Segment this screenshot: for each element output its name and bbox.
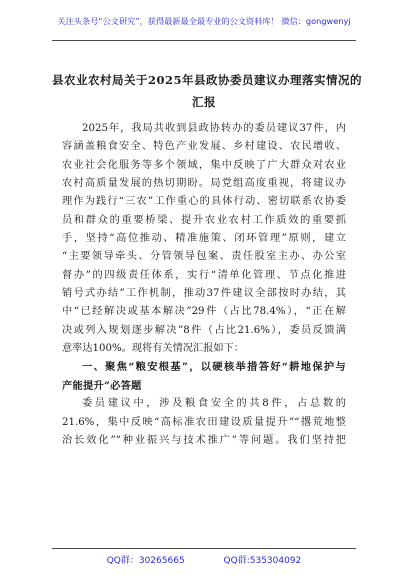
- footer-qq-group-2: QQ群:535304092: [223, 556, 302, 566]
- body-line: 农村高质量发展的热切期盼。局党组高度重视，将建议办: [62, 178, 346, 190]
- header-banner: 关注头条号“公文研究”，获得最新最全最专业的公文资料库！ 微信：gongwenyj: [57, 16, 351, 26]
- body-line: 委员建议中，涉及粮食安全的共8件，占总数的: [82, 398, 346, 410]
- body-line: 中“已经解决或基本解决”29件（占比78.4%），“正在解: [62, 306, 346, 318]
- body-line: 决或列入规划逐步解决”8件（占比21.6%），委员反馈满: [62, 324, 346, 336]
- body-line: 手，坚持“高位推动、精准施策、闭环管理”原则，建立: [62, 233, 346, 245]
- body-line: 2025年，我局共收到县政协转办的委员建议37件，内: [82, 123, 346, 134]
- section-heading-line: 一、聚焦“粮安根基”，以硬核举措答好“耕地保护与: [82, 361, 346, 374]
- document-title-line-2: 汇报: [192, 95, 216, 109]
- document-body: [62, 120, 346, 450]
- body-line: 员和群众的重要桥梁、提升农业农村工作质效的重要抓: [62, 214, 346, 226]
- document-title-line-1: 县农业农村局关于2025年县政协委员建议办理落实情况的: [52, 73, 363, 87]
- footer-qq-group-1: QQ群：30265665: [106, 556, 185, 566]
- body-line: 治长效化”“种业振兴与技术推广”等问题。我们坚持把: [62, 434, 346, 446]
- body-line: 意率达100%。现将有关情况汇报如下：: [62, 343, 244, 355]
- body-line: “主要领导牵头、分管领导包案、责任股室主办、办公室: [62, 251, 346, 263]
- body-line: 21.6%，集中反映“高标准农田建设质量提升”“撂荒地整: [62, 416, 346, 428]
- body-line: 督办”的四级责任体系，实行“清单化管理、节点化推进: [62, 269, 346, 281]
- footer-divider: [52, 548, 356, 549]
- body-line: 容涵盖粮食安全、特色产业发展、乡村建设、农民增收、: [62, 141, 346, 153]
- body-line: 理作为践行“三农”工作重心的具体行动、密切联系农协委: [62, 196, 346, 208]
- body-line: 销号式办结”工作机制，推动37件建议全部按时办结，其: [62, 288, 346, 300]
- header-divider: [52, 40, 356, 41]
- body-line: 农业社会化服务等多个领域，集中反映了广大群众对农业: [62, 159, 346, 171]
- footer: [0, 553, 408, 566]
- section-heading-line: 产能提升”必答题: [62, 379, 142, 392]
